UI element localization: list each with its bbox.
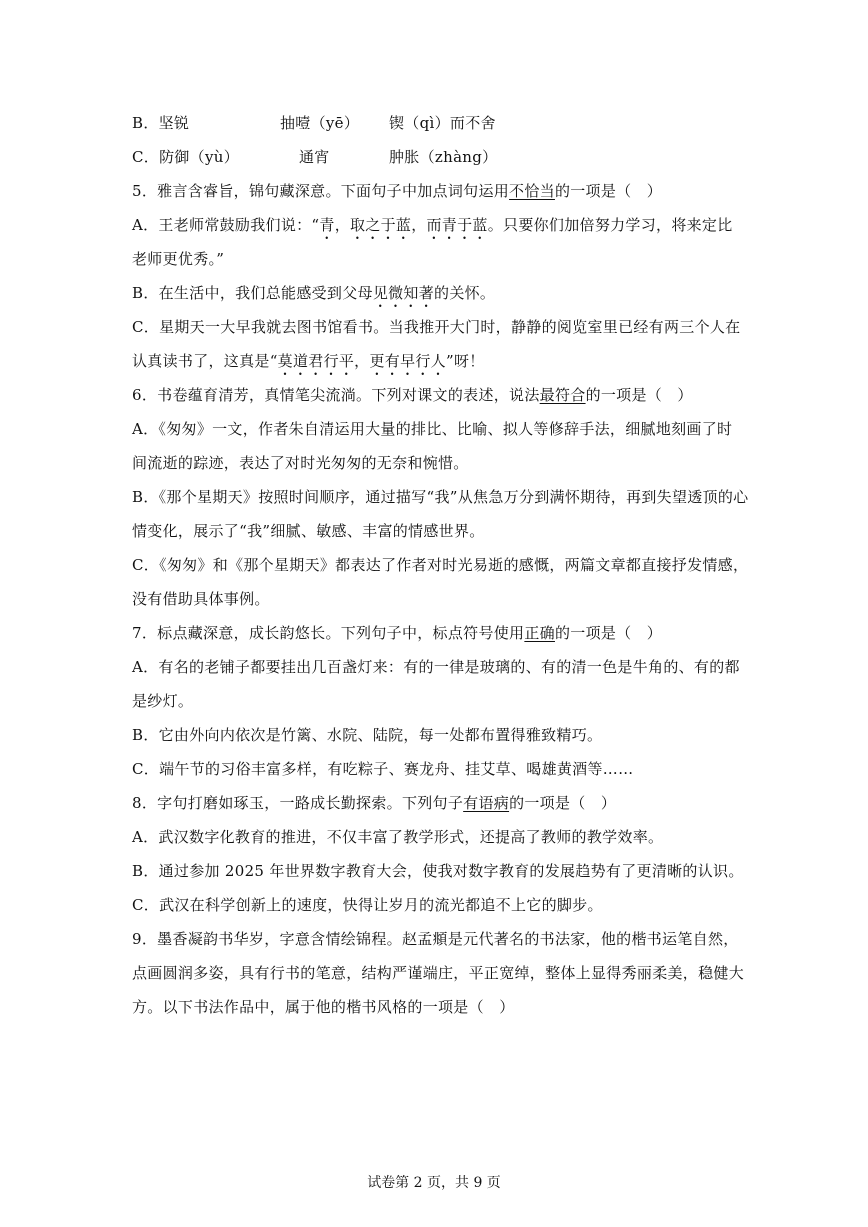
q7-stem-keyword: 正确 (524, 624, 555, 642)
q5-option-a-line2: 老师更优秀。” (132, 250, 225, 268)
q5-c-text-end: ”呀！ (445, 352, 485, 370)
q9-stem-line3: 方。以下书法作品中，属于他的楷书风格的一项是（ ） (132, 998, 515, 1016)
q5-option-c-line1: C．星期天一大早我就去图书馆看书。当我推开大门时，静静的阅览室里已经有两三个人在 (132, 318, 741, 336)
q8-stem-end: 的一项是（ ） (509, 794, 617, 812)
q7-option-c: C．端午节的习俗丰富多样，有吃粽子、赛龙舟、挂艾草、喝雄黄酒等…… (132, 760, 634, 778)
q7-stem-end: 的一项是（ ） (554, 624, 663, 642)
q6-stem-end: 的一项是（ ） (585, 386, 693, 404)
q5-b-text: B．在生活中，我们总能感受到父母 (132, 284, 373, 302)
q5-a-text-end: 。只要你们加倍努力学习，将来定比 (487, 216, 733, 234)
q5-a-dotted: 青，取之于蓝，而青于蓝 (319, 216, 488, 234)
q5-stem-text: 5．雅言含睿旨，锦句藏深意。下面句子中加点词句运用 (132, 182, 510, 200)
q5-b-text-end: 的关怀。 (434, 284, 496, 302)
q4-b-word3: 锲（qì）而不舍 (389, 114, 496, 132)
q6-stem-keyword: 最符合 (539, 386, 586, 404)
q6-option-c-line1: C．《匆匆》和《那个星期天》都表达了作者对时光易逝的感慨，两篇文章都直接抒发情感， (132, 556, 749, 574)
q6-option-a-line2: 间流逝的踪迹，表达了对时光匆匆的无奈和惋惜。 (132, 454, 469, 472)
q4-c-word2: 通宵 (299, 148, 330, 166)
q5-c-dotted: 莫道君行平，更有早行人 (277, 352, 446, 370)
q4-c-word3: 肿胀（zhàng） (389, 148, 498, 166)
q6-stem-text: 6．书卷蕴育清芳，真情笔尖流淌。下列对课文的表述，说法 (132, 386, 540, 404)
q5-c-text: 认真读书了，这真是“ (132, 352, 278, 370)
q5-option-c-line2 (132, 351, 485, 379)
q8-option-b: B．通过参加 2025 年世界数字教育大会，使我对数字教育的发展趋势有了更清晰的认识。 (132, 862, 744, 880)
q8-option-c: C．武汉在科学创新上的速度，快得让岁月的流光都追不上它的脚步。 (132, 896, 603, 914)
q7-option-a-line1: A．有名的老铺子都要挂出几百盏灯来：有的一律是玻璃的、有的清一色是牛角的、有的都 (132, 658, 740, 676)
q7-option-a-line2: 是纱灯。 (132, 692, 194, 710)
q5-b-dotted: 见微知著 (372, 284, 435, 302)
q8-stem-text: 8．字句打磨如琢玉，一路成长勤探索。下列句子 (132, 794, 464, 812)
q6-option-b-line2: 情变化，展示了“我”细腻、敏感、丰富的情感世界。 (132, 522, 485, 540)
q8-stem (132, 793, 616, 813)
q9-stem-line2: 点画圆润多姿，具有行书的笔意，结构严谨端庄，平正宽绰，整体上显得秀丽柔美，稳健大 (132, 964, 745, 982)
q9-stem-line1: 9．墨香凝韵书华岁，字意含情绘锦程。赵孟頫是元代著名的书法家，他的楷书运笔自然， (132, 930, 739, 948)
q5-stem-keyword: 不恰当 (509, 182, 555, 200)
q5-stem (132, 181, 662, 201)
q8-option-a: A．武汉数字化教育的推进，不仅丰富了教学形式，还提高了教师的教学效率。 (132, 828, 664, 846)
q7-stem-text: 7．标点藏深意，成长韵悠长。下列句子中，标点符号使用 (132, 624, 525, 642)
q6-option-a-line1: A．《匆匆》一文，作者朱自清运用大量的排比、比喻、拟人等修辞手法，细腻地刻画了时 (132, 420, 733, 438)
q5-stem-end: 的一项是（ ） (554, 182, 663, 200)
q8-stem-keyword: 有语病 (463, 794, 510, 812)
q4-b-label: B．坚锐 (132, 114, 190, 132)
page-footer: 试卷第 2 页，共 9 页 (367, 1175, 501, 1191)
q7-option-b: B．它由外向内依次是竹篱、水院、陆院，每一处都布置得雅致精巧。 (132, 726, 603, 744)
q6-stem (132, 385, 693, 405)
q7-stem (132, 623, 662, 643)
q4-c-label: C．防御（yù） (132, 148, 240, 166)
q5-a-text: A．王老师常鼓励我们说：“ (132, 216, 320, 234)
q5-option-b (132, 283, 495, 311)
q4-b-word2: 抽噎（yē） (280, 114, 360, 132)
q6-option-c-line2: 没有借助具体事例。 (132, 590, 270, 608)
q5-option-a-line1 (132, 215, 733, 243)
q6-option-b-line1: B．《那个星期天》按照时间顺序，通过描写“我”从焦急万分到满怀期待，再到失望透顶的心 (132, 488, 749, 506)
